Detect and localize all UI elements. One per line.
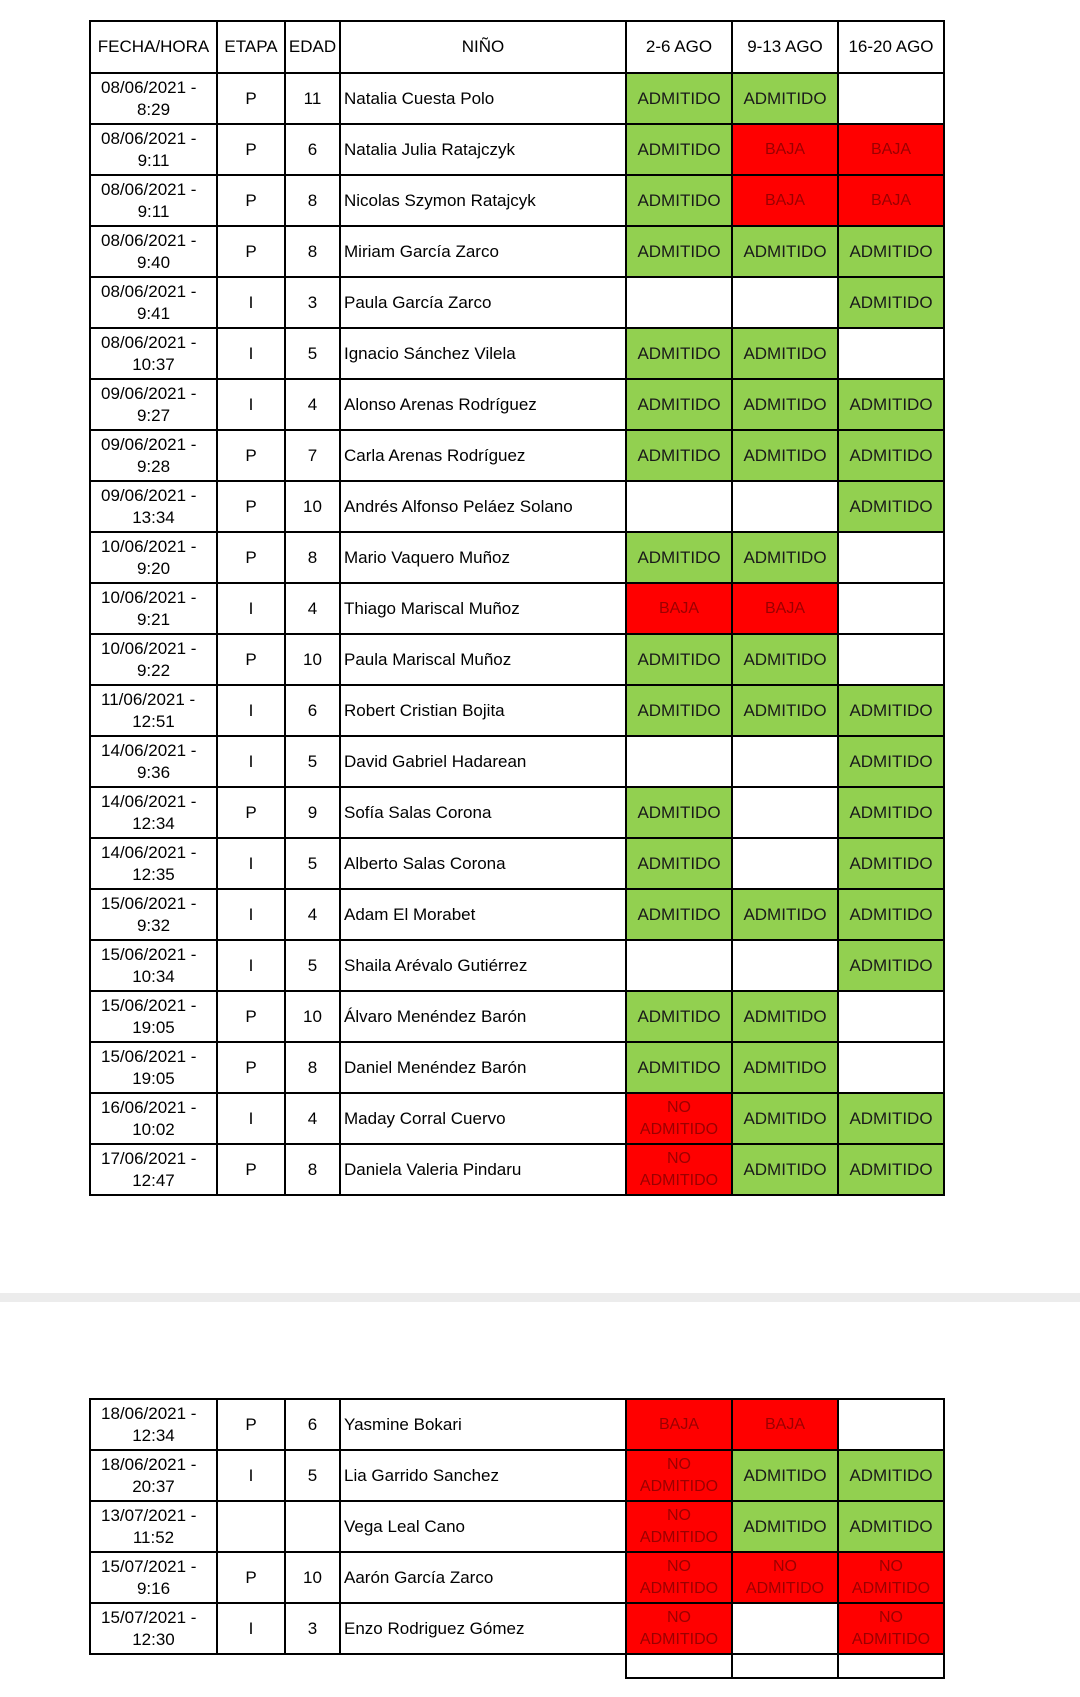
date-text: 11/06/2021 - [101, 689, 196, 709]
table-row [90, 1450, 944, 1501]
header-row [90, 21, 944, 73]
cell-edad: 5 [285, 1450, 340, 1501]
page-break [0, 1293, 1080, 1302]
cell-edad: 10 [285, 634, 340, 685]
cell-week-1-status: BAJA [626, 583, 732, 634]
time-text: 9:40 [136, 252, 171, 272]
date-text: 10/06/2021 - [101, 587, 197, 607]
cell-week-1-status: ADMITIDO [626, 889, 732, 940]
cell-nino: David Gabriel Hadarean [340, 736, 626, 787]
cell-edad: 6 [285, 1399, 340, 1450]
cell-week-1-status: ADMITIDO [626, 1042, 732, 1093]
cell-week-3-status [838, 328, 944, 379]
header-edad: EDAD [285, 21, 340, 73]
cell-fecha-hora [90, 73, 217, 124]
cell-fecha-hora [90, 889, 217, 940]
cell-etapa [217, 1501, 285, 1552]
cell-week-3-status [838, 532, 944, 583]
cell-week-2-status: BAJA [732, 1399, 838, 1450]
cell-week-1-status [626, 277, 732, 328]
table-row [90, 226, 944, 277]
cell-week-3-status: NO ADMITIDO [838, 1603, 944, 1654]
time-text: 9:32 [136, 915, 171, 935]
cell-etapa: P [217, 634, 285, 685]
cell-week-2-status [732, 481, 838, 532]
cell-week-3-status: ADMITIDO [838, 940, 944, 991]
table-row [90, 1042, 944, 1093]
cell-edad: 11 [285, 73, 340, 124]
cell-edad: 10 [285, 991, 340, 1042]
cell-edad: 8 [285, 175, 340, 226]
date-text: 13/07/2021 - [101, 1505, 197, 1525]
table-row [90, 1552, 944, 1603]
cell-week-2-status: ADMITIDO [732, 1144, 838, 1195]
cell-week-3-status: BAJA [838, 175, 944, 226]
cell-fecha-hora [90, 583, 217, 634]
cell-week-3-status: ADMITIDO [838, 379, 944, 430]
header-week-2: 9-13 AGO [732, 21, 838, 73]
cell-etapa: I [217, 889, 285, 940]
table-row [90, 583, 944, 634]
time-text: 19:05 [132, 1068, 175, 1088]
blank-cell [285, 1654, 340, 1678]
cell-fecha-hora [90, 379, 217, 430]
cell-nino: Paula Mariscal Muñoz [340, 634, 626, 685]
cell-week-2-status: ADMITIDO [732, 1450, 838, 1501]
date-text: 08/06/2021 - [101, 281, 197, 301]
cell-week-3-status: ADMITIDO [838, 481, 944, 532]
cell-nino: Vega Leal Cano [340, 1501, 626, 1552]
cell-edad: 4 [285, 889, 340, 940]
date-text: 15/07/2021 - [101, 1607, 197, 1627]
table-row [90, 685, 944, 736]
time-text: 9:21 [136, 609, 171, 629]
cell-week-3-status: ADMITIDO [838, 736, 944, 787]
table-row [90, 634, 944, 685]
cell-edad: 10 [285, 1552, 340, 1603]
cell-etapa: P [217, 1552, 285, 1603]
cell-week-2-status: ADMITIDO [732, 991, 838, 1042]
cell-week-1-status: ADMITIDO [626, 838, 732, 889]
time-text: 20:37 [132, 1476, 175, 1496]
cell-nino: Adam El Morabet [340, 889, 626, 940]
date-text: 14/06/2021 - [101, 842, 197, 862]
table-row [90, 787, 944, 838]
cell-edad: 5 [285, 940, 340, 991]
cell-week-2-status: ADMITIDO [732, 1042, 838, 1093]
cell-week-1-status: ADMITIDO [626, 73, 732, 124]
table-row [90, 1603, 944, 1654]
cell-week-3-status [838, 73, 944, 124]
cell-week-3-status: ADMITIDO [838, 226, 944, 277]
cell-fecha-hora [90, 1144, 217, 1195]
cell-edad: 8 [285, 1144, 340, 1195]
cell-fecha-hora [90, 1450, 217, 1501]
date-text: 15/06/2021 - [101, 995, 197, 1015]
cell-etapa: P [217, 481, 285, 532]
cell-week-1-status: ADMITIDO [626, 685, 732, 736]
cell-nino: Thiago Mariscal Muñoz [340, 583, 626, 634]
time-text: 9:36 [136, 762, 171, 782]
time-text: 12:34 [132, 1425, 175, 1445]
time-text: 9:11 [137, 201, 170, 221]
date-text: 14/06/2021 - [101, 791, 197, 811]
cell-fecha-hora [90, 124, 217, 175]
cell-week-1-status: ADMITIDO [626, 787, 732, 838]
cell-nino: Aarón García Zarco [340, 1552, 626, 1603]
cell-fecha-hora [90, 1501, 217, 1552]
date-text: 16/06/2021 - [101, 1097, 197, 1117]
cell-fecha-hora [90, 1603, 217, 1654]
cell-nino: Nicolas Szymon Ratajcyk [340, 175, 626, 226]
cell-etapa: I [217, 379, 285, 430]
cell-nino: Andrés Alfonso Peláez Solano [340, 481, 626, 532]
cell-fecha-hora [90, 940, 217, 991]
cell-etapa: P [217, 1042, 285, 1093]
time-text: 12:30 [132, 1629, 175, 1649]
cell-fecha-hora [90, 1093, 217, 1144]
header-fecha-hora: FECHA/HORA [90, 21, 217, 73]
time-text: 12:47 [132, 1170, 175, 1190]
cell-fecha-hora [90, 532, 217, 583]
cell-fecha-hora [90, 736, 217, 787]
cell-edad: 10 [285, 481, 340, 532]
cell-fecha-hora [90, 277, 217, 328]
cell-week-2-status [732, 1603, 838, 1654]
time-text: 10:02 [132, 1119, 175, 1139]
cell-nino: Ignacio Sánchez Vilela [340, 328, 626, 379]
time-text: 10:37 [132, 354, 175, 374]
cell-edad: 3 [285, 1603, 340, 1654]
blank-row [90, 1654, 944, 1678]
time-text: 9:41 [136, 303, 171, 323]
table-row [90, 277, 944, 328]
cell-week-1-status: ADMITIDO [626, 124, 732, 175]
cell-edad: 8 [285, 226, 340, 277]
cell-week-2-status: ADMITIDO [732, 685, 838, 736]
cell-edad: 4 [285, 1093, 340, 1144]
cell-week-1-status [626, 481, 732, 532]
cell-etapa: I [217, 940, 285, 991]
cell-nino: Daniel Menéndez Barón [340, 1042, 626, 1093]
cell-etapa: P [217, 1144, 285, 1195]
cell-week-3-status [838, 634, 944, 685]
sheet-page-2 [0, 1302, 1080, 1697]
cell-nino: Paula García Zarco [340, 277, 626, 328]
cell-week-2-status: ADMITIDO [732, 889, 838, 940]
table-row [90, 430, 944, 481]
cell-edad: 4 [285, 583, 340, 634]
header-nino: NIÑO [340, 21, 626, 73]
cell-nino: Natalia Cuesta Polo [340, 73, 626, 124]
cell-etapa: P [217, 175, 285, 226]
cell-edad: 3 [285, 277, 340, 328]
cell-edad: 6 [285, 124, 340, 175]
cell-fecha-hora [90, 1399, 217, 1450]
cell-etapa: I [217, 1093, 285, 1144]
date-text: 17/06/2021 - [101, 1148, 197, 1168]
table-row [90, 481, 944, 532]
cell-etapa: I [217, 328, 285, 379]
table-row [90, 1093, 944, 1144]
cell-etapa: P [217, 787, 285, 838]
cell-edad: 4 [285, 379, 340, 430]
cell-week-3-status [838, 583, 944, 634]
cell-week-1-status: NO ADMITIDO [626, 1450, 732, 1501]
cell-week-2-status: BAJA [732, 175, 838, 226]
cell-week-3-status [838, 991, 944, 1042]
time-text: 12:34 [132, 813, 175, 833]
cell-week-3-status [838, 1399, 944, 1450]
cell-fecha-hora [90, 481, 217, 532]
cell-week-3-status: ADMITIDO [838, 1450, 944, 1501]
table-body [90, 1399, 944, 1678]
cell-week-3-status: ADMITIDO [838, 838, 944, 889]
cell-etapa: P [217, 1399, 285, 1450]
cell-week-3-status: NO ADMITIDO [838, 1552, 944, 1603]
cell-week-3-status [838, 1042, 944, 1093]
time-text: 9:22 [136, 660, 171, 680]
table-row [90, 532, 944, 583]
cell-fecha-hora [90, 634, 217, 685]
time-text: 9:28 [136, 456, 171, 476]
cell-week-2-status: ADMITIDO [732, 379, 838, 430]
cell-week-2-status [732, 277, 838, 328]
date-text: 15/06/2021 - [101, 1046, 197, 1066]
cell-week-2-status [732, 787, 838, 838]
cell-etapa: I [217, 583, 285, 634]
time-text: 10:34 [132, 966, 175, 986]
cell-fecha-hora [90, 838, 217, 889]
cell-week-3-status: ADMITIDO [838, 277, 944, 328]
time-text: 11:52 [132, 1527, 175, 1547]
time-text: 12:51 [132, 711, 175, 731]
cell-week-1-status: NO ADMITIDO [626, 1144, 732, 1195]
cell-fecha-hora [90, 175, 217, 226]
time-text: 9:27 [136, 405, 171, 425]
time-text: 9:20 [136, 558, 171, 578]
cell-nino: Maday Corral Cuervo [340, 1093, 626, 1144]
date-text: 15/06/2021 - [101, 893, 197, 913]
date-text: 08/06/2021 - [101, 77, 197, 97]
cell-etapa: I [217, 838, 285, 889]
cell-week-3-status: ADMITIDO [838, 787, 944, 838]
cell-nino: Natalia Julia Ratajczyk [340, 124, 626, 175]
date-text: 08/06/2021 - [101, 332, 197, 352]
table-row [90, 73, 944, 124]
table-row [90, 889, 944, 940]
time-text: 8:29 [136, 99, 171, 119]
cell-week-1-status: NO ADMITIDO [626, 1093, 732, 1144]
cell-week-2-status: ADMITIDO [732, 634, 838, 685]
enrollment-table-page-2 [89, 1398, 945, 1679]
cell-fecha-hora [90, 685, 217, 736]
date-text: 09/06/2021 - [101, 485, 197, 505]
table-row [90, 124, 944, 175]
cell-etapa: I [217, 1450, 285, 1501]
blank-week-cell [838, 1654, 944, 1678]
cell-week-2-status: BAJA [732, 583, 838, 634]
cell-week-3-status: ADMITIDO [838, 1144, 944, 1195]
cell-week-2-status: ADMITIDO [732, 1501, 838, 1552]
cell-nino: Alberto Salas Corona [340, 838, 626, 889]
cell-edad [285, 1501, 340, 1552]
time-text: 12:35 [132, 864, 175, 884]
cell-week-1-status: ADMITIDO [626, 991, 732, 1042]
cell-week-2-status [732, 838, 838, 889]
cell-fecha-hora [90, 226, 217, 277]
cell-week-1-status: BAJA [626, 1399, 732, 1450]
cell-edad: 8 [285, 1042, 340, 1093]
cell-nino: Sofía Salas Corona [340, 787, 626, 838]
table-row [90, 991, 944, 1042]
cell-week-2-status: ADMITIDO [732, 1093, 838, 1144]
cell-fecha-hora [90, 1552, 217, 1603]
cell-week-1-status: NO ADMITIDO [626, 1501, 732, 1552]
cell-etapa: I [217, 277, 285, 328]
table-row [90, 838, 944, 889]
cell-week-2-status: BAJA [732, 124, 838, 175]
cell-week-2-status: ADMITIDO [732, 430, 838, 481]
cell-etapa: P [217, 532, 285, 583]
cell-etapa: P [217, 124, 285, 175]
cell-week-1-status: ADMITIDO [626, 328, 732, 379]
cell-week-1-status: ADMITIDO [626, 430, 732, 481]
cell-week-3-status: ADMITIDO [838, 685, 944, 736]
cell-etapa: P [217, 73, 285, 124]
cell-nino: Robert Cristian Bojita [340, 685, 626, 736]
date-text: 10/06/2021 - [101, 536, 197, 556]
cell-fecha-hora [90, 991, 217, 1042]
time-text: 13:34 [132, 507, 175, 527]
cell-nino: Daniela Valeria Pindaru [340, 1144, 626, 1195]
cell-week-1-status: NO ADMITIDO [626, 1603, 732, 1654]
cell-edad: 7 [285, 430, 340, 481]
header-etapa: ETAPA [217, 21, 285, 73]
date-text: 09/06/2021 - [101, 383, 197, 403]
cell-etapa: I [217, 736, 285, 787]
cell-nino: Carla Arenas Rodríguez [340, 430, 626, 481]
cell-edad: 9 [285, 787, 340, 838]
cell-week-2-status [732, 736, 838, 787]
cell-week-2-status: ADMITIDO [732, 532, 838, 583]
cell-week-1-status: ADMITIDO [626, 226, 732, 277]
table-body [90, 73, 944, 1195]
date-text: 14/06/2021 - [101, 740, 197, 760]
cell-week-2-status: ADMITIDO [732, 226, 838, 277]
cell-week-3-status: ADMITIDO [838, 1501, 944, 1552]
cell-week-1-status [626, 940, 732, 991]
blank-week-cell [732, 1654, 838, 1678]
cell-etapa: I [217, 1603, 285, 1654]
cell-week-1-status: NO ADMITIDO [626, 1552, 732, 1603]
cell-edad: 5 [285, 328, 340, 379]
cell-week-1-status: ADMITIDO [626, 634, 732, 685]
cell-edad: 8 [285, 532, 340, 583]
cell-week-2-status: ADMITIDO [732, 73, 838, 124]
cell-nino: Enzo Rodriguez Gómez [340, 1603, 626, 1654]
cell-nino: Lia Garrido Sanchez [340, 1450, 626, 1501]
cell-nino: Miriam García Zarco [340, 226, 626, 277]
cell-etapa: P [217, 991, 285, 1042]
cell-edad: 6 [285, 685, 340, 736]
blank-week-cell [626, 1654, 732, 1678]
table-row [90, 1501, 944, 1552]
cell-etapa: P [217, 430, 285, 481]
header-week-3: 16-20 AGO [838, 21, 944, 73]
cell-week-1-status: ADMITIDO [626, 175, 732, 226]
date-text: 08/06/2021 - [101, 128, 197, 148]
cell-nino: Álvaro Menéndez Barón [340, 991, 626, 1042]
enrollment-table-page-1 [89, 20, 945, 1196]
header-week-1: 2-6 AGO [626, 21, 732, 73]
table-row [90, 736, 944, 787]
table-row [90, 379, 944, 430]
table-row [90, 940, 944, 991]
cell-etapa: I [217, 685, 285, 736]
date-text: 08/06/2021 - [101, 230, 197, 250]
cell-nino: Mario Vaquero Muñoz [340, 532, 626, 583]
blank-cell [90, 1654, 217, 1678]
cell-week-2-status: NO ADMITIDO [732, 1552, 838, 1603]
cell-week-2-status: ADMITIDO [732, 328, 838, 379]
date-text: 18/06/2021 - [101, 1454, 197, 1474]
date-text: 15/06/2021 - [101, 944, 197, 964]
cell-fecha-hora [90, 328, 217, 379]
cell-week-3-status: ADMITIDO [838, 889, 944, 940]
table-row [90, 1399, 944, 1450]
cell-week-3-status: ADMITIDO [838, 430, 944, 481]
cell-nino: Shaila Arévalo Gutiérrez [340, 940, 626, 991]
cell-etapa: P [217, 226, 285, 277]
table-row [90, 328, 944, 379]
table-row [90, 1144, 944, 1195]
cell-nino: Alonso Arenas Rodríguez [340, 379, 626, 430]
cell-fecha-hora [90, 430, 217, 481]
date-text: 09/06/2021 - [101, 434, 197, 454]
cell-week-3-status: ADMITIDO [838, 1093, 944, 1144]
cell-week-3-status: BAJA [838, 124, 944, 175]
cell-week-2-status [732, 940, 838, 991]
cell-edad: 5 [285, 736, 340, 787]
cell-week-1-status: ADMITIDO [626, 379, 732, 430]
date-text: 15/07/2021 - [101, 1556, 197, 1576]
time-text: 9:11 [137, 150, 170, 170]
time-text: 9:16 [136, 1578, 171, 1598]
cell-fecha-hora [90, 1042, 217, 1093]
table-row [90, 175, 944, 226]
cell-week-1-status [626, 736, 732, 787]
date-text: 18/06/2021 - [101, 1403, 197, 1423]
blank-cell [217, 1654, 285, 1678]
blank-cell [340, 1654, 626, 1678]
date-text: 08/06/2021 - [101, 179, 197, 199]
date-text: 10/06/2021 - [101, 638, 197, 658]
cell-nino: Yasmine Bokari [340, 1399, 626, 1450]
cell-week-1-status: ADMITIDO [626, 532, 732, 583]
cell-fecha-hora [90, 787, 217, 838]
time-text: 19:05 [132, 1017, 175, 1037]
cell-edad: 5 [285, 838, 340, 889]
